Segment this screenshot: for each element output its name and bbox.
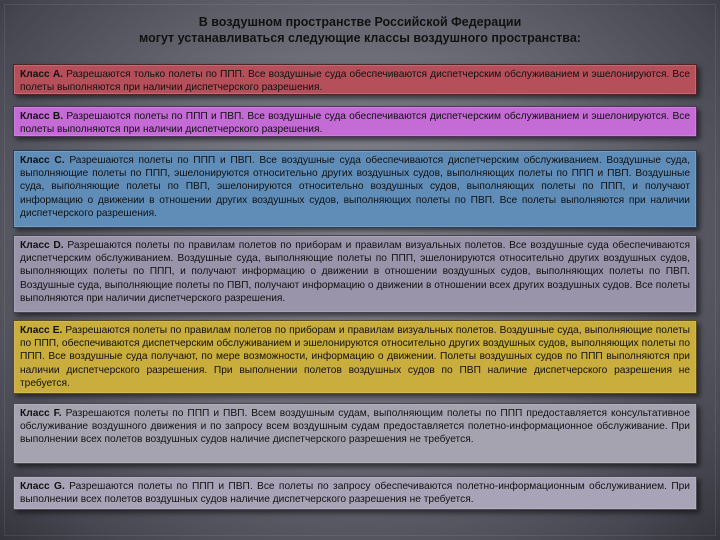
class-f-label: Класс F.	[20, 408, 66, 419]
class-d-text: Разрешаются полеты по правилам полетов по приборам и правилам визуальных полетов. Все воздушные суда обеспечиваются диспетчерским обслуживанием. Воздушные суда, выполняющие полеты по ППП, эшелонируются относительно других воздушных судов, выполняющих полеты по ППП, и получают информацию о движении в отношении воздушных судов, выполняющих полеты по ПВП. Воздушные суда, выполняющие полеты по ПВП, получают информацию о движении в отношении всех других воздушных судов. Все полеты выполняются при наличии диспетчерского разрешения.	[20, 240, 690, 304]
class-d-box	[13, 235, 697, 313]
class-a-box	[13, 64, 697, 95]
class-a-label: Класс А.	[20, 69, 67, 80]
slide-title	[0, 14, 720, 46]
class-b-text: Разрешаются полеты по ППП и ПВП. Все воздушные суда обеспечиваются диспетчерским обслуживанием и эшелонируются. Все полеты выполняются при наличии диспетчерского разрешения.	[20, 111, 690, 136]
class-g-label: Класс G.	[20, 481, 70, 492]
class-d-label: Класс D.	[20, 240, 68, 251]
class-e-label: Класс Е.	[20, 325, 66, 336]
class-c-box	[13, 150, 697, 228]
class-c-text: Разрешаются полеты по ППП и ПВП. Все воздушные суда обеспечиваются диспетчерским обслуживанием. Воздушные суда, выполняющие полеты по ППП, эшелонируются относительно других воздушных судов, выполняющих полеты по ППП и ПВП. Воздушные суда, выполняющие полеты по ПВП, эшелонируются относительно воздушных судов, выполняющих полеты по ППП, и получают информацию о движении в отношении других воздушных судов, выполняющих полеты по ПВП. Все полеты выполняются при наличии диспетчерского разрешения.	[20, 155, 690, 219]
title-line-2: могут устанавливаться следующие классы воздушного пространства:	[139, 31, 581, 45]
class-b-label: Класс В.	[20, 111, 67, 122]
class-e-text: Разрешаются полеты по правилам полетов по приборам и правилам визуальных полетов. Воздушные суда, выполняющие полеты по ППП, обеспечиваются диспетчерским обслуживанием и эшелонируются относительно других воздушных судов, выполняющих полеты по ППП. Все воздушные суда получают, по мере возможности, информацию о движении. Полеты воздушных судов по ППП выполняются при наличии диспетчерского разрешения. При выполнении полетов воздушных судов по ПВП наличие диспетчерского разрешения не требуется.	[20, 325, 690, 389]
class-f-box	[13, 403, 697, 464]
title-line-1: В воздушном пространстве Российской Федерации	[198, 15, 522, 29]
class-c-label: Класс С.	[20, 155, 70, 166]
class-g-box	[13, 476, 697, 510]
class-f-text: Разрешаются полеты по ППП и ПВП. Всем воздушным судам, выполняющим полеты по ППП предоставляется консультативное обслуживание воздушного движения и по запросу всем воздушным судам предоставляется полетно-информационное обслуживание. При выполнении всех полетов воздушных судов наличие диспетчерского разрешения не требуется.	[20, 408, 690, 446]
class-g-text: Разрешаются полеты по ППП и ПВП. Все полеты по запросу обеспечиваются полетно-информационным обслуживанием. При выполнении всех полетов воздушных судов наличие диспетчерского разрешения не требуется.	[20, 481, 690, 506]
class-b-box	[13, 106, 697, 137]
class-e-box	[13, 320, 697, 394]
class-a-text: Разрешаются только полеты по ППП. Все воздушные суда обеспечиваются диспетчерским обслуживанием и эшелонируются. Все полеты выполняются при наличии диспетчерского разрешения.	[20, 69, 690, 94]
